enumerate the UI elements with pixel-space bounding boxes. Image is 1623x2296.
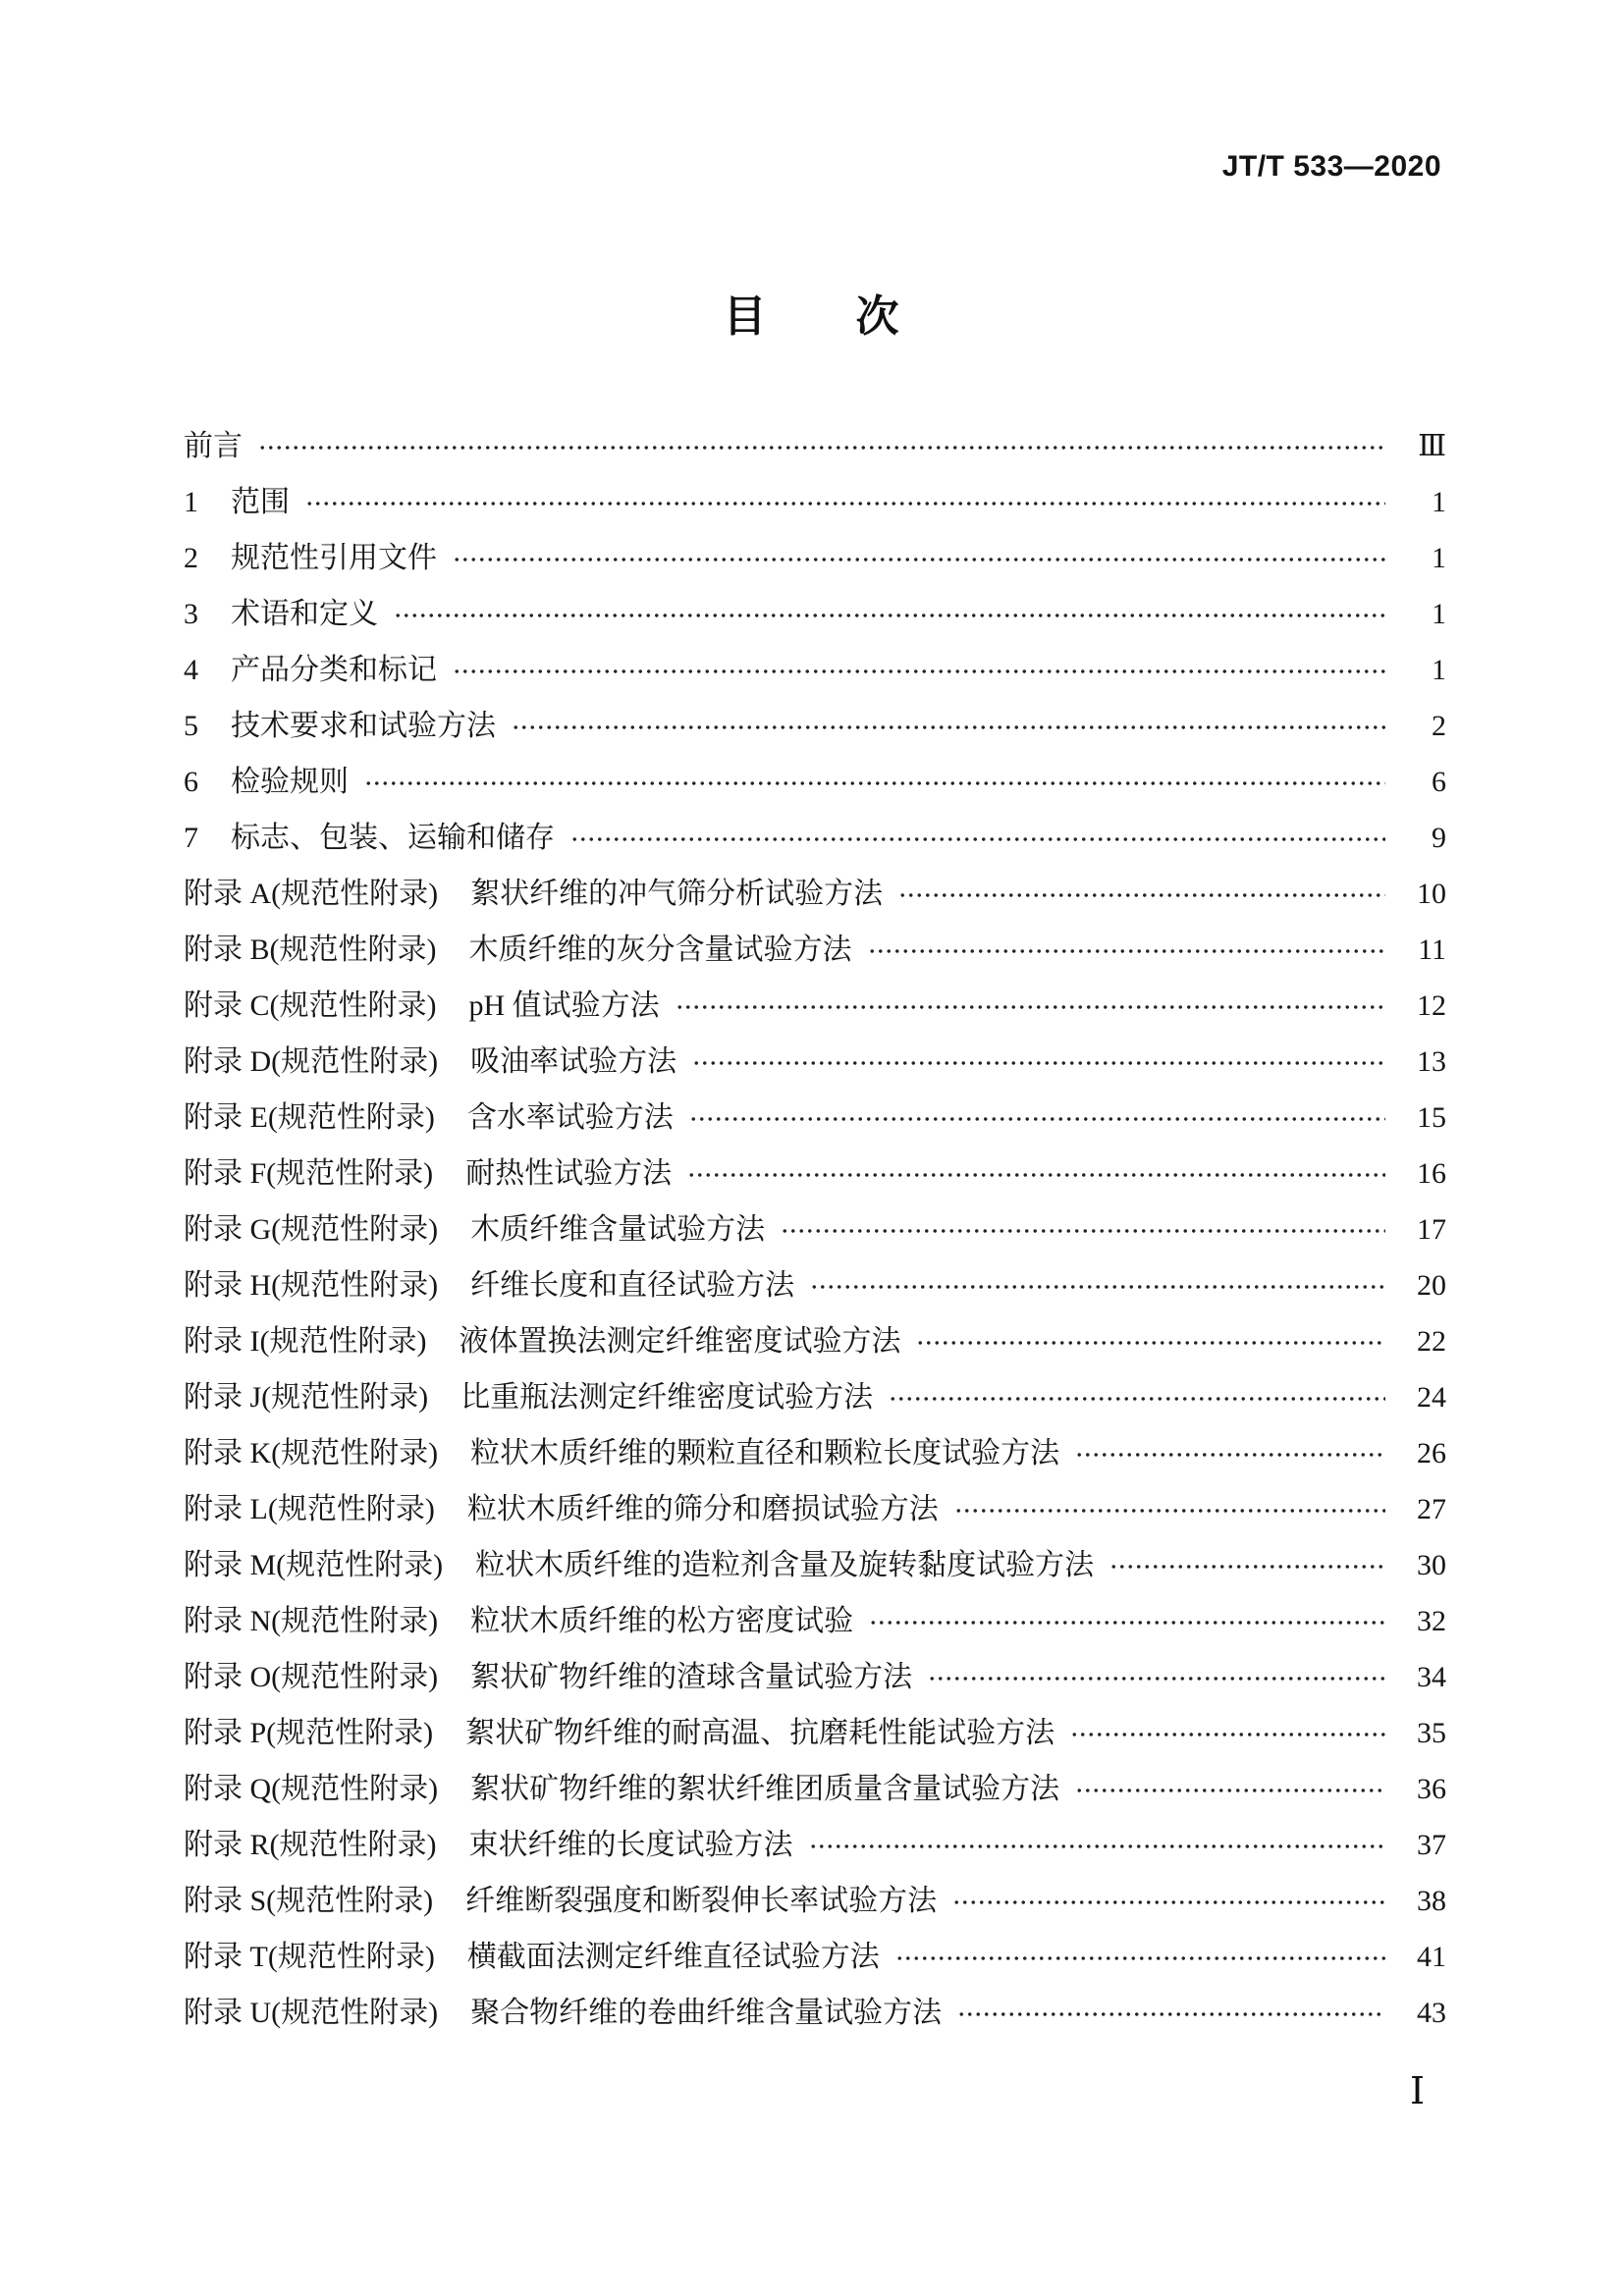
toc-entry-label: 技术要求和试验方法 <box>231 709 496 742</box>
toc-entry-page: 34 <box>1417 1660 1446 1693</box>
dot-leader <box>394 612 1385 619</box>
toc-entry-label: 液体置换法测定纤维密度试验方法 <box>459 1324 901 1358</box>
toc-entry-page: 2 <box>1432 709 1446 742</box>
toc-entry-prefix: 附录 C(规范性附录) <box>184 988 437 1022</box>
toc-entry <box>184 922 1446 978</box>
toc-entry-page: 24 <box>1417 1380 1446 1414</box>
dot-leader <box>1070 1731 1385 1738</box>
toc-entry-label: 木质纤维的灰分含量试验方法 <box>468 933 852 966</box>
dot-leader <box>1109 1563 1385 1571</box>
toc-entry-label: 范围 <box>231 485 290 518</box>
toc-entry-prefix: 附录 M(规范性附录) <box>184 1548 444 1581</box>
toc-entry-label: 检验规则 <box>231 765 349 798</box>
toc-entry-label: 吸油率试验方法 <box>470 1044 677 1078</box>
toc-entry <box>184 1873 1446 1929</box>
toc-entry-page: 20 <box>1417 1268 1446 1302</box>
dot-leader <box>512 723 1385 731</box>
toc-entry-prefix: 附录 S(规范性附录) <box>184 1884 434 1917</box>
toc-entry-label: 标志、包装、运输和储存 <box>231 821 555 854</box>
toc-entry-page: 1 <box>1432 653 1446 686</box>
toc-entry-prefix: 附录 I(规范性附录) <box>184 1324 427 1358</box>
toc-entry-label: 絮状矿物纤维的渣球含量试验方法 <box>470 1660 913 1693</box>
toc-entry-page: 9 <box>1432 821 1446 854</box>
dot-leader <box>689 1115 1385 1123</box>
dot-leader <box>570 835 1385 843</box>
toc-entry-label: 术语和定义 <box>231 597 378 630</box>
toc-entry-page: Ⅲ <box>1418 429 1446 462</box>
toc-entry-prefix: 附录 T(规范性附录) <box>184 1940 435 1973</box>
toc-entry-prefix: 附录 J(规范性附录) <box>184 1380 429 1414</box>
toc-entry <box>184 530 1446 586</box>
footer-page-number: Ⅰ <box>1409 2071 1425 2112</box>
dot-leader <box>687 1171 1385 1179</box>
toc-entry-label: 絮状矿物纤维的絮状纤维团质量含量试验方法 <box>470 1772 1060 1805</box>
toc-entry-page: 15 <box>1417 1100 1446 1134</box>
toc-entry <box>184 1090 1446 1146</box>
toc-entry <box>184 586 1446 642</box>
dot-leader <box>1075 1787 1385 1794</box>
toc-entry-page: 43 <box>1417 1996 1446 2029</box>
toc-entry-prefix: 附录 D(规范性附录) <box>184 1044 439 1078</box>
toc-entry-prefix: 6 <box>184 765 198 798</box>
toc-entry-label: 比重瓶法测定纤维密度试验方法 <box>460 1380 874 1414</box>
dot-leader <box>898 891 1385 899</box>
dot-leader <box>895 1954 1385 1962</box>
toc-entry <box>184 1593 1446 1649</box>
toc-entry <box>184 418 1446 474</box>
dot-leader <box>453 556 1385 563</box>
toc-entry <box>184 1034 1446 1090</box>
toc-entry-page: 32 <box>1417 1604 1446 1637</box>
toc-entry <box>184 642 1446 698</box>
toc-entry-label: 粒状木质纤维的筛分和磨损试验方法 <box>466 1492 939 1525</box>
toc-entry <box>184 1425 1446 1481</box>
toc-entry <box>184 474 1446 530</box>
toc-entry <box>184 978 1446 1034</box>
toc-entry-label: 前言 <box>184 429 243 462</box>
toc-entry <box>184 1313 1446 1369</box>
toc-entry-prefix: 1 <box>184 485 198 518</box>
toc-entry <box>184 1537 1446 1593</box>
toc-entry <box>184 1257 1446 1313</box>
toc-list <box>184 418 1446 2041</box>
toc-entry-prefix: 附录 A(规范性附录) <box>184 877 439 910</box>
toc-entry-label: 粒状木质纤维的松方密度试验 <box>470 1604 854 1637</box>
toc-entry-label: 纤维断裂强度和断裂伸长率试验方法 <box>465 1884 938 1917</box>
toc-entry-prefix: 4 <box>184 653 198 686</box>
toc-entry <box>184 1817 1446 1873</box>
toc-entry-label: 絮状纤维的冲气筛分析试验方法 <box>470 877 884 910</box>
toc-entry-prefix: 附录 G(规范性附录) <box>184 1212 439 1246</box>
dot-leader <box>364 779 1385 787</box>
toc-entry-prefix: 附录 F(规范性附录) <box>184 1156 434 1190</box>
dot-leader <box>692 1059 1385 1067</box>
toc-entry-prefix: 附录 O(规范性附录) <box>184 1660 439 1693</box>
toc-entry-page: 12 <box>1417 988 1446 1022</box>
toc-entry-prefix: 附录 P(规范性附录) <box>184 1716 434 1749</box>
toc-entry-label: pH 值试验方法 <box>468 988 660 1022</box>
toc-entry-page: 36 <box>1417 1772 1446 1805</box>
toc-entry-label: 规范性引用文件 <box>231 541 437 574</box>
dot-leader <box>258 444 1385 452</box>
toc-entry <box>184 810 1446 866</box>
toc-entry-page: 16 <box>1417 1156 1446 1190</box>
toc-entry-label: 粒状木质纤维的造粒剂含量及旋转黏度试验方法 <box>475 1548 1095 1581</box>
toc-entry-page: 41 <box>1417 1940 1446 1973</box>
toc-entry-prefix: 附录 Q(规范性附录) <box>184 1772 439 1805</box>
toc-entry-prefix: 附录 E(规范性附录) <box>184 1100 435 1134</box>
toc-entry-page: 6 <box>1432 765 1446 798</box>
toc-entry-prefix: 附录 U(规范性附录) <box>184 1996 439 2029</box>
toc-entry-label: 产品分类和标记 <box>231 653 437 686</box>
dot-leader <box>952 1898 1385 1906</box>
dot-leader <box>889 1395 1385 1403</box>
toc-entry <box>184 1201 1446 1257</box>
toc-entry-page: 35 <box>1417 1716 1446 1749</box>
toc-entry-page: 26 <box>1417 1436 1446 1469</box>
dot-leader <box>1075 1451 1385 1459</box>
dot-leader <box>781 1227 1385 1235</box>
toc-entry-prefix: 附录 L(规范性附录) <box>184 1492 435 1525</box>
toc-entry-prefix: 附录 R(规范性附录) <box>184 1828 437 1861</box>
toc-entry-label: 粒状木质纤维的颗粒直径和颗粒长度试验方法 <box>470 1436 1060 1469</box>
toc-entry <box>184 1705 1446 1761</box>
toc-entry-prefix: 附录 N(规范性附录) <box>184 1604 439 1637</box>
dot-leader <box>928 1675 1385 1682</box>
dot-leader <box>676 1003 1385 1011</box>
toc-entry-prefix: 5 <box>184 709 198 742</box>
toc-entry-page: 30 <box>1417 1548 1446 1581</box>
dot-leader <box>869 1619 1385 1627</box>
toc-entry <box>184 698 1446 754</box>
toc-entry <box>184 1481 1446 1537</box>
toc-entry-page: 11 <box>1418 933 1446 966</box>
toc-entry-page: 17 <box>1417 1212 1446 1246</box>
dot-leader <box>954 1507 1385 1515</box>
standard-number: JT/T 533—2020 <box>1221 150 1441 183</box>
toc-entry <box>184 1985 1446 2041</box>
toc-entry-label: 木质纤维含量试验方法 <box>470 1212 766 1246</box>
toc-entry <box>184 1649 1446 1705</box>
toc-entry-label: 聚合物纤维的卷曲纤维含量试验方法 <box>470 1996 943 2029</box>
dot-leader <box>957 2010 1385 2018</box>
toc-entry-page: 10 <box>1417 877 1446 910</box>
toc-entry-prefix: 附录 H(规范性附录) <box>184 1268 439 1302</box>
toc-entry-page: 27 <box>1417 1492 1446 1525</box>
toc-entry <box>184 1929 1446 1985</box>
toc-entry <box>184 1761 1446 1817</box>
toc-entry-page: 38 <box>1417 1884 1446 1917</box>
toc-entry-prefix: 附录 K(规范性附录) <box>184 1436 439 1469</box>
toc-entry-label: 纤维长度和直径试验方法 <box>470 1268 795 1302</box>
toc-entry-prefix: 7 <box>184 821 198 854</box>
toc-entry-page: 13 <box>1417 1044 1446 1078</box>
toc-entry-page: 37 <box>1417 1828 1446 1861</box>
toc-entry-prefix: 3 <box>184 597 198 630</box>
dot-leader <box>453 667 1385 675</box>
toc-entry <box>184 754 1446 810</box>
toc-entry-page: 1 <box>1432 485 1446 518</box>
toc-entry-label: 含水率试验方法 <box>466 1100 674 1134</box>
dot-leader <box>305 500 1385 507</box>
toc-entry-page: 22 <box>1417 1324 1446 1358</box>
toc-entry-prefix: 2 <box>184 541 198 574</box>
toc-entry-label: 耐热性试验方法 <box>465 1156 673 1190</box>
toc-entry-prefix: 附录 B(规范性附录) <box>184 933 437 966</box>
toc-entry <box>184 866 1446 922</box>
dot-leader <box>809 1842 1386 1850</box>
dot-leader <box>916 1339 1385 1347</box>
toc-entry-page: 1 <box>1432 597 1446 630</box>
toc-entry <box>184 1146 1446 1201</box>
toc-entry <box>184 1369 1446 1425</box>
toc-entry-label: 横截面法测定纤维直径试验方法 <box>466 1940 880 1973</box>
toc-entry-label: 絮状矿物纤维的耐高温、抗磨耗性能试验方法 <box>465 1716 1055 1749</box>
toc-entry-label: 束状纤维的长度试验方法 <box>468 1828 793 1861</box>
dot-leader <box>810 1283 1385 1291</box>
dot-leader <box>868 947 1386 955</box>
toc-entry-page: 1 <box>1432 541 1446 574</box>
page-title: 目 次 <box>723 293 900 341</box>
